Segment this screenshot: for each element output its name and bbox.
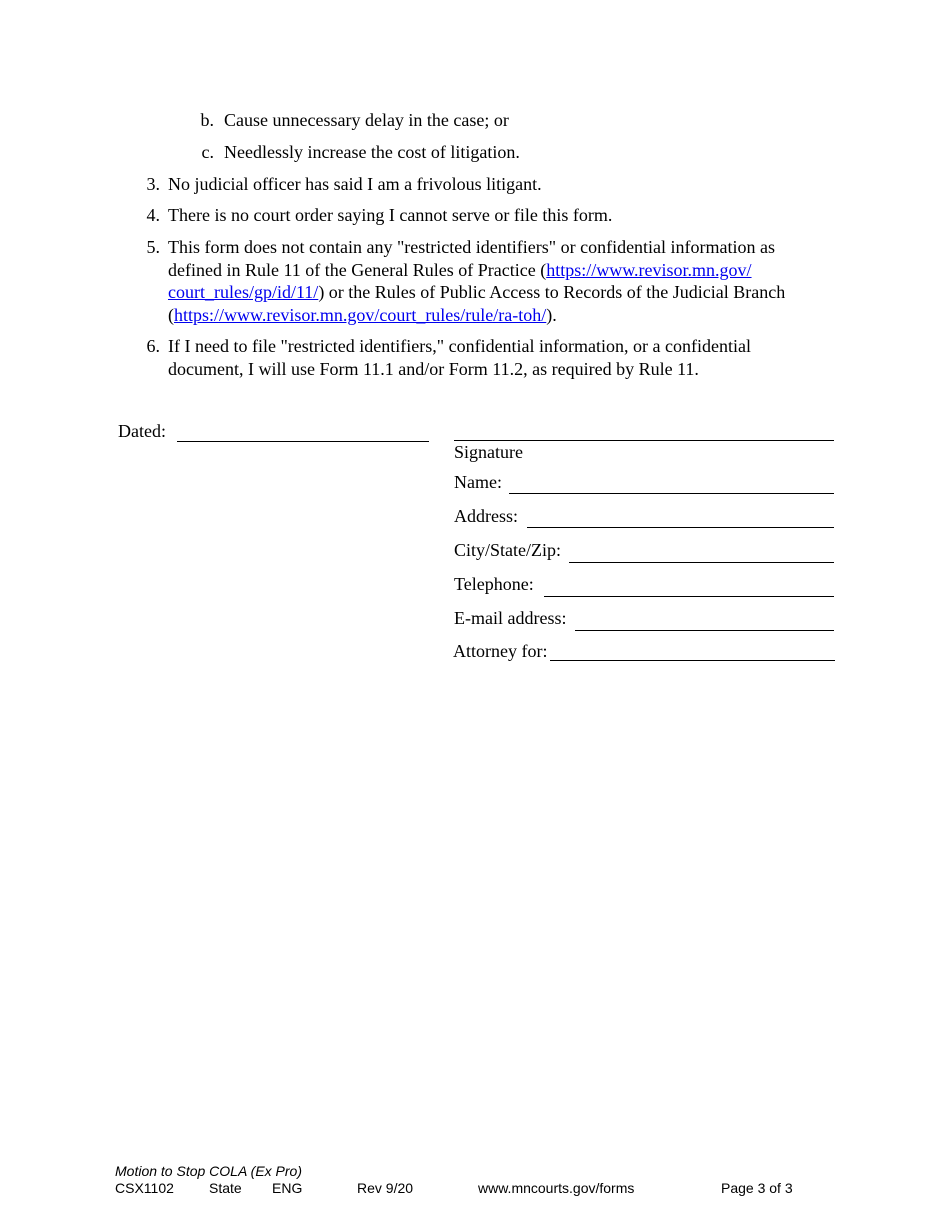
list-item-4: There is no court order saying I cannot serve or file this form. [168,205,613,225]
list-item-5-line-2 [168,259,752,282]
open-paren: ( [168,304,174,325]
telephone-line[interactable] [544,596,834,597]
list-marker-3: 3. [146,174,160,194]
footer-revision: Rev 9/20 [357,1180,414,1196]
list-item-3: No judicial officer has said I am a frivolous litigant. [168,174,542,194]
name-line[interactable] [509,493,834,494]
dated-label: Dated: [118,421,166,441]
list-item-5-line-2-text: defined in Rule 11 of the General Rules of Practice ( [168,259,547,280]
attorney-for-line[interactable] [550,660,835,661]
footer-language: ENG [272,1180,303,1196]
list-item-5-line-3 [168,281,785,304]
footer-form-code: CSX1102 [115,1180,174,1196]
list-item-c: Needlessly increase the cost of litigation. [224,142,520,162]
address-label: Address: [454,506,518,526]
list-marker-b: b. [200,110,214,130]
footer-page-number: Page 3 of 3 [721,1180,793,1196]
list-item-6-line-2: document, I will use Form 11.1 and/or Form 11.2, as required by Rule 11. [168,358,699,379]
footer-website: www.mncourts.gov/forms [478,1180,635,1196]
list-item-5-line-3-text: ) or the Rules of Public Access to Records of the Judicial Branch [318,282,786,302]
signature-label: Signature [454,442,523,462]
rule-11-link-continued[interactable]: court_rules/gp/id/11/ [168,282,319,302]
footer-jurisdiction: State [209,1180,242,1196]
rule-11-link[interactable]: https://www.revisor.mn.gov/ [546,259,752,280]
list-marker-c: c. [201,142,214,162]
dated-line[interactable] [177,441,429,442]
footer-form-title: Motion to Stop COLA (Ex Pro) [115,1163,302,1179]
email-line[interactable] [575,630,834,631]
list-item-5-line-1: This form does not contain any "restricted identifiers" or confidential information as [168,237,776,257]
city-state-zip-label: City/State/Zip: [454,540,561,560]
city-state-zip-line[interactable] [569,562,834,563]
name-label: Name: [454,472,502,492]
list-item-6-line-1: If I need to file "restricted identifiers," confidential information, or a confidential [168,336,751,356]
address-line[interactable] [527,527,834,528]
close-paren: ). [546,304,557,325]
email-label: E-mail address: [454,608,567,628]
telephone-label: Telephone: [454,574,534,594]
list-item-5-line-4 [168,304,557,327]
list-marker-6: 6. [146,336,160,356]
list-marker-4: 4. [146,205,160,225]
list-item-b: Cause unnecessary delay in the case; or [224,110,509,130]
public-access-rules-link[interactable]: https://www.revisor.mn.gov/court_rules/rule/ra-toh/ [174,304,547,325]
list-marker-5: 5. [146,237,160,257]
attorney-for-label: Attorney for: [453,641,548,661]
